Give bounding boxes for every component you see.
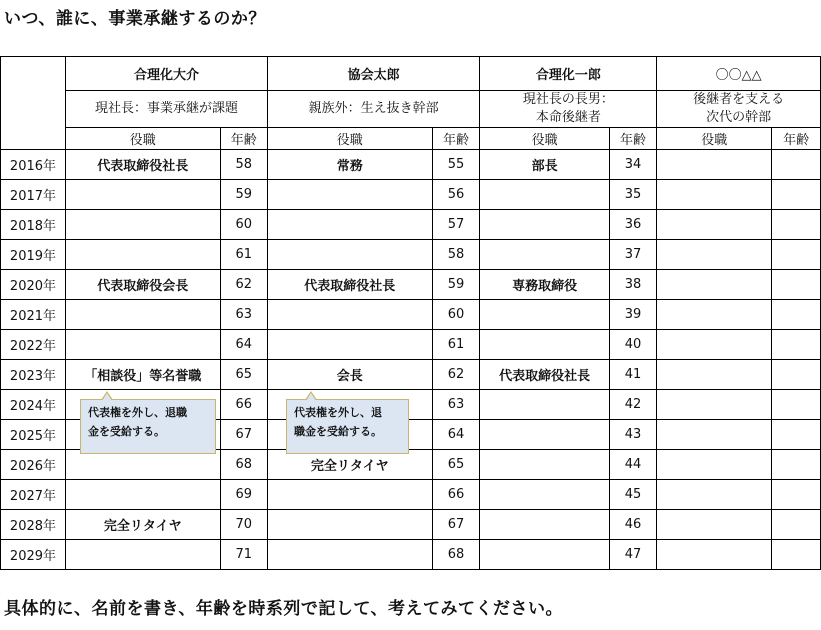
role-cell (480, 300, 609, 330)
age-cell (772, 270, 821, 300)
role-cell (657, 240, 772, 270)
year-cell: 2022年 (1, 330, 66, 360)
role-cell (480, 510, 609, 540)
role-cell (267, 300, 432, 330)
role-cell: 代表取締役社長 (65, 150, 220, 180)
year-cell: 2027年 (1, 480, 66, 510)
role-cell (480, 210, 609, 240)
role-cell (65, 330, 220, 360)
age-cell: 63 (432, 390, 480, 420)
age-cell (772, 330, 821, 360)
role-cell (657, 330, 772, 360)
role-cell (657, 210, 772, 240)
role-cell (65, 480, 220, 510)
role-cell (267, 210, 432, 240)
table-row (1, 240, 821, 270)
table-row (1, 360, 821, 390)
age-cell: 66 (220, 390, 267, 420)
role-cell (657, 270, 772, 300)
role-cell (480, 540, 609, 570)
name-row (1, 57, 821, 91)
corner-cell (1, 57, 66, 150)
role-cell: 完全リタイヤ (65, 510, 220, 540)
role-cell: 会長 (267, 360, 432, 390)
role-cell: 代表取締役会長 (65, 270, 220, 300)
table-row (1, 480, 821, 510)
role-cell (267, 480, 432, 510)
age-cell: 58 (220, 150, 267, 180)
callout-1-line1: 代表権を外し、退職 (88, 406, 187, 419)
age-cell: 63 (220, 300, 267, 330)
person-desc-2 (267, 91, 479, 128)
role-cell (657, 150, 772, 180)
role-cell (267, 540, 432, 570)
page-title: いつ、誰に、事業承継するのか？ (4, 9, 266, 29)
callout-1-line2: 金を受給する。 (88, 425, 165, 438)
age-cell: 37 (609, 240, 656, 270)
role-cell (65, 540, 220, 570)
age-cell (772, 510, 821, 540)
age-cell (772, 390, 821, 420)
age-cell: 46 (609, 510, 656, 540)
callout-2-line1: 代表権を外し、退 (294, 406, 382, 419)
person-desc-3-line1: 現社長の長男： (522, 92, 614, 107)
year-cell: 2021年 (1, 300, 66, 330)
age-cell: 56 (432, 180, 480, 210)
role-cell (657, 540, 772, 570)
role-cell (480, 390, 609, 420)
table-row (1, 330, 821, 360)
year-cell: 2029年 (1, 540, 66, 570)
person-name-1: 合理化大介 (65, 57, 267, 91)
desc-row (1, 91, 821, 128)
role-cell (267, 180, 432, 210)
role-cell (657, 360, 772, 390)
person-desc-3-line2: 本命後継者 (535, 110, 601, 125)
role-cell (65, 180, 220, 210)
age-cell: 66 (432, 480, 480, 510)
role-cell: 常務 (267, 150, 432, 180)
table-row (1, 180, 821, 210)
person-name-4: 〇〇△△ (657, 57, 821, 91)
role-cell (480, 330, 609, 360)
age-cell: 64 (220, 330, 267, 360)
role-cell: 代表取締役社長 (267, 270, 432, 300)
age-cell: 65 (432, 450, 480, 480)
age-cell: 64 (432, 420, 480, 450)
role-cell (65, 240, 220, 270)
age-cell: 43 (609, 420, 656, 450)
person-name-3: 合理化一郎 (480, 57, 657, 91)
callout-note-2 (286, 399, 409, 454)
person-desc-1-line1: 現社長：事業承継が課題 (94, 101, 238, 116)
year-cell: 2020年 (1, 270, 66, 300)
role-cell (480, 450, 609, 480)
role-cell: 専務取締役 (480, 270, 609, 300)
col-role-header: 役職 (480, 128, 609, 150)
col-role-header: 役職 (65, 128, 220, 150)
col-age-header: 年齢 (220, 128, 267, 150)
person-desc-3 (480, 91, 657, 128)
age-cell: 70 (220, 510, 267, 540)
table-row (1, 300, 821, 330)
role-cell (657, 480, 772, 510)
role-cell (267, 510, 432, 540)
col-age-header: 年齢 (772, 128, 821, 150)
col-role-header: 役職 (657, 128, 772, 150)
age-cell: 62 (220, 270, 267, 300)
age-cell: 59 (220, 180, 267, 210)
column-header-row (1, 128, 821, 150)
table-row (1, 510, 821, 540)
age-cell (772, 240, 821, 270)
role-cell (65, 300, 220, 330)
age-cell (772, 420, 821, 450)
role-cell (267, 240, 432, 270)
age-cell: 58 (432, 240, 480, 270)
age-cell (772, 480, 821, 510)
age-cell: 41 (609, 360, 656, 390)
page-footer: 具体的に、名前を書き、年齢を時系列で記して、考えてみてください。 (4, 599, 563, 619)
age-cell (772, 180, 821, 210)
succession-table (0, 56, 821, 570)
age-cell: 44 (609, 450, 656, 480)
age-cell: 69 (220, 480, 267, 510)
role-cell (657, 420, 772, 450)
col-age-header: 年齢 (432, 128, 480, 150)
role-cell (480, 180, 609, 210)
table-row (1, 210, 821, 240)
person-name-2: 協会太郎 (267, 57, 479, 91)
table-row (1, 150, 821, 180)
age-cell: 71 (220, 540, 267, 570)
age-cell: 45 (609, 480, 656, 510)
table-row (1, 450, 821, 480)
age-cell (772, 150, 821, 180)
callout-2-line2: 職金を受給する。 (294, 425, 382, 438)
age-cell: 47 (609, 540, 656, 570)
role-cell: 「相談役」等名誉職 (65, 360, 220, 390)
role-cell (657, 510, 772, 540)
age-cell: 61 (432, 330, 480, 360)
age-cell: 39 (609, 300, 656, 330)
age-cell (772, 300, 821, 330)
role-cell: 完全リタイヤ (267, 450, 432, 480)
table-row (1, 540, 821, 570)
age-cell: 34 (609, 150, 656, 180)
age-cell (772, 540, 821, 570)
role-cell (657, 300, 772, 330)
age-cell: 65 (220, 360, 267, 390)
age-cell (772, 450, 821, 480)
age-cell (772, 360, 821, 390)
year-cell: 2026年 (1, 450, 66, 480)
age-cell: 35 (609, 180, 656, 210)
age-cell: 62 (432, 360, 480, 390)
year-cell: 2025年 (1, 420, 66, 450)
role-cell (657, 450, 772, 480)
role-cell (480, 480, 609, 510)
year-cell: 2024年 (1, 390, 66, 420)
year-cell: 2028年 (1, 510, 66, 540)
person-desc-4-line2: 次代の幹部 (706, 110, 772, 125)
year-cell: 2018年 (1, 210, 66, 240)
age-cell: 40 (609, 330, 656, 360)
role-cell (65, 210, 220, 240)
year-cell: 2023年 (1, 360, 66, 390)
role-cell (65, 450, 220, 480)
age-cell: 42 (609, 390, 656, 420)
age-cell: 36 (609, 210, 656, 240)
table-row (1, 270, 821, 300)
role-cell (480, 240, 609, 270)
age-cell: 67 (220, 420, 267, 450)
person-desc-1 (65, 91, 267, 128)
age-cell: 67 (432, 510, 480, 540)
callout-note-1 (80, 399, 216, 454)
age-cell: 57 (432, 210, 480, 240)
age-cell: 61 (220, 240, 267, 270)
person-desc-4 (657, 91, 821, 128)
age-cell: 60 (220, 210, 267, 240)
role-cell (267, 330, 432, 360)
age-cell: 68 (220, 450, 267, 480)
age-cell: 55 (432, 150, 480, 180)
col-role-header: 役職 (267, 128, 432, 150)
age-cell: 59 (432, 270, 480, 300)
role-cell: 代表取締役社長 (480, 360, 609, 390)
person-desc-2-line1: 親族外：生え抜き幹部 (308, 101, 439, 116)
year-cell: 2016年 (1, 150, 66, 180)
role-cell (657, 180, 772, 210)
age-cell: 60 (432, 300, 480, 330)
age-cell: 68 (432, 540, 480, 570)
year-cell: 2017年 (1, 180, 66, 210)
role-cell (657, 390, 772, 420)
col-age-header: 年齢 (609, 128, 656, 150)
year-cell: 2019年 (1, 240, 66, 270)
person-desc-4-line1: 後継者を支える (693, 92, 785, 107)
age-cell: 38 (609, 270, 656, 300)
role-cell: 部長 (480, 150, 609, 180)
age-cell (772, 210, 821, 240)
role-cell (480, 420, 609, 450)
